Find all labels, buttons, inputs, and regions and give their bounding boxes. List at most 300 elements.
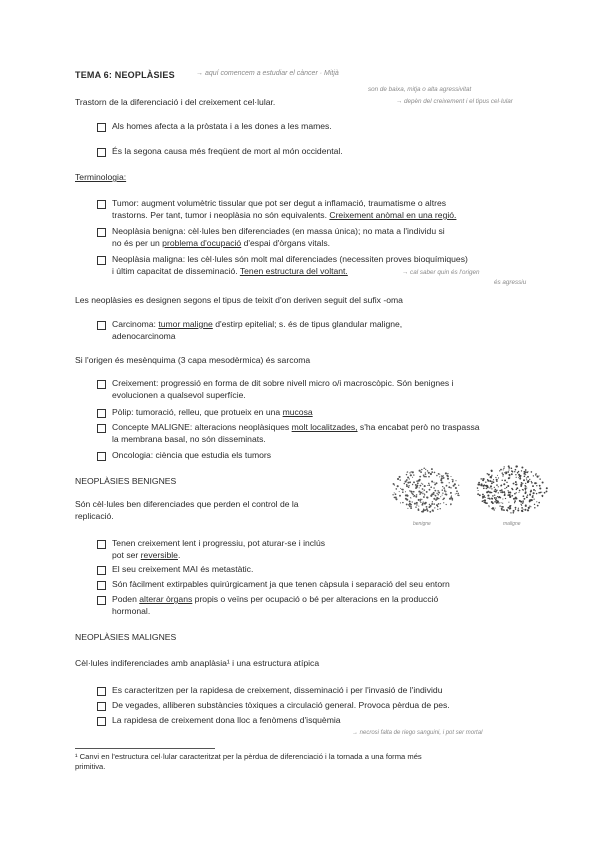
checkbox[interactable] bbox=[97, 566, 106, 575]
cell-dot bbox=[440, 496, 441, 497]
cell-dot bbox=[430, 486, 432, 488]
cell-dot bbox=[501, 502, 502, 503]
cell-dot bbox=[452, 479, 453, 480]
term-text-2: no és per un problema d'ocupació d'espai d'òrgans vitals. bbox=[112, 238, 331, 248]
term-text: les cèl·lules són molt mal diferenciades (necessiten proves bioquímiques) bbox=[187, 254, 468, 264]
cell-dot bbox=[498, 497, 500, 499]
cell-dot bbox=[449, 482, 450, 483]
cell-dot bbox=[445, 494, 447, 496]
cell-dot bbox=[503, 483, 505, 485]
cell-dot bbox=[442, 486, 443, 487]
malignant-tail-note: → necrosi falta de riego sanguini, i pot ser mortal bbox=[352, 730, 483, 736]
cell-dot bbox=[482, 500, 484, 502]
cell-dot bbox=[494, 495, 495, 496]
carcinoma-item bbox=[112, 318, 402, 342]
cell-dot bbox=[488, 474, 490, 476]
term-underline: Creixement anòmal en una regió. bbox=[329, 210, 457, 220]
cell-dot bbox=[504, 472, 505, 473]
cell-dot bbox=[495, 499, 497, 501]
term-key: Neoplàsia maligna: bbox=[112, 254, 186, 264]
cell-dot bbox=[515, 481, 517, 483]
cell-dot bbox=[423, 493, 424, 494]
cell-dot bbox=[515, 509, 516, 510]
cell-dot bbox=[446, 504, 447, 505]
cell-dot bbox=[422, 483, 423, 484]
cell-dot bbox=[419, 476, 421, 478]
cell-dot bbox=[410, 474, 412, 476]
cell-dot bbox=[494, 497, 496, 499]
cell-dot bbox=[452, 481, 454, 483]
cell-dot bbox=[425, 472, 426, 473]
cell-dot bbox=[421, 511, 423, 513]
cell-dot bbox=[411, 493, 413, 495]
cell-dot bbox=[440, 508, 441, 509]
cell-dot bbox=[525, 504, 526, 505]
cell-dot bbox=[484, 478, 485, 479]
cell-dot bbox=[508, 502, 509, 503]
cell-dot bbox=[532, 485, 534, 487]
malignant-cell-cluster-figure bbox=[474, 464, 550, 516]
cell-dot bbox=[437, 494, 438, 495]
cell-dot bbox=[495, 508, 496, 509]
malignant-item: La rapidesa de creixement dona lloc a fenòmens d'isquèmia bbox=[112, 715, 341, 725]
cell-dot bbox=[419, 485, 421, 487]
cell-dot bbox=[501, 506, 503, 508]
footnote-line: ¹ Canvi en l'estructura cel·lular caracteritzat per la pèrdua de diferenciació i la tornada a una forma més bbox=[75, 752, 422, 761]
checkbox[interactable] bbox=[97, 380, 106, 389]
cell-dot bbox=[533, 492, 535, 494]
cell-dot bbox=[485, 481, 486, 482]
cell-dot bbox=[493, 479, 494, 480]
cell-dot bbox=[511, 512, 512, 513]
sarcoma-item bbox=[112, 377, 454, 401]
cell-dot bbox=[504, 466, 505, 467]
cell-dot bbox=[527, 494, 528, 495]
benign-item-line-2: pot ser reversible. bbox=[112, 550, 181, 560]
cell-dot bbox=[420, 500, 421, 501]
benign-item bbox=[112, 537, 325, 561]
cell-dot bbox=[419, 487, 420, 488]
cell-dot bbox=[498, 492, 499, 493]
checkbox[interactable] bbox=[97, 717, 106, 726]
cell-dot bbox=[521, 507, 523, 509]
cell-dot bbox=[422, 491, 423, 492]
cell-dot bbox=[525, 474, 526, 475]
cell-dot bbox=[502, 472, 504, 474]
cell-dot bbox=[501, 508, 503, 510]
cell-dot bbox=[523, 479, 525, 481]
cell-dot bbox=[410, 490, 412, 492]
cell-dot bbox=[453, 485, 455, 487]
cell-dot bbox=[434, 490, 436, 492]
cell-dot bbox=[480, 478, 482, 480]
cell-dot bbox=[399, 495, 401, 497]
cell-dot bbox=[494, 509, 495, 510]
cell-dot bbox=[417, 482, 419, 484]
cell-dot bbox=[509, 477, 510, 478]
cell-dot bbox=[542, 481, 544, 483]
cell-dot bbox=[511, 467, 513, 469]
term-benign bbox=[112, 225, 445, 249]
benign-intro bbox=[75, 498, 299, 522]
checkbox[interactable] bbox=[97, 148, 106, 157]
cell-dot bbox=[412, 477, 413, 478]
cell-dot bbox=[506, 482, 507, 483]
cell-dot bbox=[526, 479, 527, 480]
cell-dot bbox=[409, 503, 411, 505]
cell-dot bbox=[516, 489, 517, 490]
checkbox[interactable] bbox=[97, 581, 106, 590]
cell-dot bbox=[546, 487, 548, 489]
cell-dot bbox=[527, 476, 529, 478]
cell-dot bbox=[520, 504, 521, 505]
cell-dot bbox=[427, 470, 429, 472]
cell-dot bbox=[414, 503, 416, 505]
cell-dot bbox=[537, 505, 539, 507]
cell-dot bbox=[445, 491, 446, 492]
cell-dot bbox=[533, 498, 534, 499]
cell-dot bbox=[513, 512, 515, 514]
cell-dot bbox=[496, 497, 498, 499]
cell-dot bbox=[422, 488, 424, 490]
cell-dot bbox=[439, 476, 440, 477]
cell-dot bbox=[511, 488, 513, 490]
cell-dot bbox=[510, 505, 511, 506]
benign-item-line-2: hormonal. bbox=[112, 606, 151, 616]
cell-dot bbox=[516, 492, 517, 493]
cell-dot bbox=[479, 494, 481, 496]
cell-dot bbox=[535, 474, 537, 476]
cell-dot bbox=[406, 484, 408, 486]
cell-dot bbox=[425, 476, 427, 478]
footnote-line: primitiva. bbox=[75, 762, 106, 771]
benign-item bbox=[112, 593, 438, 617]
cell-dot bbox=[542, 496, 543, 497]
malignant-heading: NEOPLÀSIES MALIGNES bbox=[75, 632, 177, 642]
cell-dot bbox=[495, 491, 497, 493]
cell-dot bbox=[524, 475, 526, 477]
item-underline: molt localitzades, bbox=[291, 422, 358, 432]
cell-dot bbox=[484, 499, 486, 501]
term-underline: problema d'ocupació bbox=[162, 238, 242, 248]
cell-dot bbox=[491, 470, 493, 472]
cell-dot bbox=[523, 498, 525, 500]
cell-dot bbox=[533, 489, 535, 491]
cell-dot bbox=[392, 494, 393, 495]
malignant-note-1: → cal saber quin és l'origen bbox=[402, 269, 480, 276]
cell-dot bbox=[455, 493, 456, 494]
cell-dot bbox=[445, 472, 447, 474]
footnote-divider bbox=[75, 748, 215, 749]
cell-dot bbox=[450, 496, 452, 498]
cell-dot bbox=[429, 489, 431, 491]
term-tumor bbox=[112, 197, 456, 221]
cell-dot bbox=[450, 476, 451, 477]
cell-dot bbox=[509, 474, 511, 476]
cell-dot bbox=[425, 473, 427, 475]
cell-dot bbox=[443, 477, 445, 479]
cell-dot bbox=[440, 479, 442, 481]
cell-dot bbox=[455, 487, 457, 489]
cell-dot bbox=[491, 482, 493, 484]
sarcoma-item: Concepte MALIGNE: alteracions neoplàsiques molt localitzades, s'ha encabat però no traspassa la membrana basal, no són disseminats. bbox=[112, 422, 480, 444]
cell-dot bbox=[532, 496, 534, 498]
cell-dot bbox=[519, 478, 521, 480]
cell-dot bbox=[524, 485, 526, 487]
checkbox[interactable] bbox=[97, 596, 106, 605]
malignant-note-2: és agressiu bbox=[494, 279, 527, 286]
cell-dot bbox=[406, 494, 408, 496]
cell-dot bbox=[489, 487, 490, 488]
cell-dot bbox=[522, 483, 523, 484]
cell-dot bbox=[413, 491, 415, 493]
cell-dot bbox=[510, 512, 511, 513]
checkbox[interactable] bbox=[97, 200, 106, 209]
cell-dot bbox=[498, 486, 499, 487]
cell-dot bbox=[525, 487, 527, 489]
cell-dot bbox=[527, 509, 529, 511]
cell-dot bbox=[487, 495, 489, 497]
cell-dot bbox=[434, 472, 436, 474]
cell-dot bbox=[428, 472, 430, 474]
cell-dot bbox=[546, 490, 548, 492]
cell-dot bbox=[426, 508, 428, 510]
cell-dot bbox=[502, 476, 503, 477]
fact-item: És la segona causa més freqüent de mort al món occidental. bbox=[112, 146, 343, 156]
cell-dot bbox=[442, 493, 443, 494]
cell-dot bbox=[523, 509, 524, 510]
carcinoma-text: d'estirp epitelial; s. és de tipus glandular maligne, bbox=[215, 319, 403, 329]
cell-dot bbox=[529, 499, 531, 501]
cell-dot bbox=[443, 498, 445, 500]
cell-dot bbox=[484, 502, 486, 504]
carcinoma-text-2: adenocarcinoma bbox=[112, 331, 176, 341]
cell-dot bbox=[544, 492, 546, 494]
cell-dot bbox=[437, 490, 438, 491]
cell-dot bbox=[487, 486, 489, 488]
intro-text: Trastorn de la diferenciació i del creixement cel·lular. bbox=[75, 97, 276, 107]
item-text-2: la membrana basal, no són disseminats. bbox=[112, 434, 266, 444]
cell-dot bbox=[516, 487, 518, 489]
cell-dot bbox=[487, 479, 488, 480]
cell-dot bbox=[537, 476, 538, 477]
cell-dot bbox=[440, 503, 441, 504]
cell-dot bbox=[488, 505, 489, 506]
cell-dot bbox=[407, 476, 409, 478]
cell-dot bbox=[509, 508, 510, 509]
cell-dot bbox=[531, 482, 533, 484]
cell-dot bbox=[435, 495, 437, 497]
cell-dot bbox=[421, 504, 423, 506]
side-annotation-2: → depèn del creixement i el tipus cel·lular bbox=[396, 98, 513, 105]
cell-dot bbox=[421, 483, 422, 484]
cell-dot bbox=[503, 468, 504, 469]
cell-dot bbox=[428, 483, 430, 485]
cell-dot bbox=[428, 476, 430, 478]
cell-dot bbox=[530, 490, 532, 492]
cell-dot bbox=[411, 506, 412, 507]
cell-dot bbox=[433, 498, 435, 500]
item-text-2: evolucionen a qualsevol superfície. bbox=[112, 390, 246, 400]
cell-dot bbox=[434, 483, 436, 485]
cell-dot bbox=[399, 491, 400, 492]
cell-dot bbox=[406, 474, 407, 475]
cell-dot bbox=[478, 482, 480, 484]
cell-dot bbox=[406, 499, 408, 501]
cell-dot bbox=[442, 495, 443, 496]
benign-intro-line: replicació. bbox=[75, 511, 114, 521]
cell-dot bbox=[438, 492, 440, 494]
checkbox[interactable] bbox=[97, 409, 106, 418]
cell-dot bbox=[514, 471, 515, 472]
cell-dot bbox=[508, 467, 510, 469]
cell-dot bbox=[514, 493, 516, 495]
cell-dot bbox=[421, 469, 422, 470]
cell-dot bbox=[409, 505, 411, 507]
checkbox[interactable] bbox=[97, 321, 106, 330]
cell-dot bbox=[402, 489, 404, 491]
cell-dot bbox=[400, 502, 401, 503]
cell-dot bbox=[515, 465, 517, 467]
cell-dot bbox=[423, 509, 425, 511]
terminology-heading: Terminologia: bbox=[75, 172, 127, 182]
term-key: Neoplàsia benigna: bbox=[112, 226, 186, 236]
cell-dot bbox=[482, 494, 484, 496]
cell-dot bbox=[413, 474, 414, 475]
carcinoma-underline: tumor maligne bbox=[158, 319, 213, 329]
cell-dot bbox=[410, 497, 411, 498]
cell-dot bbox=[443, 502, 444, 503]
cell-dot bbox=[486, 491, 488, 493]
cell-dot bbox=[412, 501, 413, 502]
cell-dot bbox=[526, 471, 528, 473]
benign-underline: alterar òrgans bbox=[139, 594, 193, 604]
cell-dot bbox=[504, 488, 505, 489]
cell-dot bbox=[420, 499, 421, 500]
cell-dot bbox=[442, 482, 444, 484]
naming-rule: Les neoplàsies es designen segons el tipus de teixit d'on deriven seguit del sufix -oma bbox=[75, 295, 403, 305]
checkbox[interactable] bbox=[97, 540, 106, 549]
cell-dot bbox=[494, 487, 495, 488]
cell-dot bbox=[521, 470, 522, 471]
cell-dot bbox=[526, 487, 527, 488]
cell-dot bbox=[406, 479, 408, 481]
cell-dot bbox=[520, 484, 522, 486]
cell-dot bbox=[525, 469, 527, 471]
checkbox[interactable] bbox=[97, 452, 106, 461]
cell-dot bbox=[477, 488, 478, 489]
cell-dot bbox=[514, 498, 516, 500]
benign-intro-line: Són cèl·lules ben diferenciades que perden el control de la bbox=[75, 499, 299, 509]
cell-dot bbox=[534, 507, 536, 509]
cell-dot bbox=[508, 492, 510, 494]
cell-dot bbox=[520, 477, 521, 478]
cell-dot bbox=[405, 491, 406, 492]
cell-dot bbox=[436, 504, 438, 506]
cell-dot bbox=[416, 502, 418, 504]
cell-dot bbox=[395, 488, 397, 490]
cell-dot bbox=[420, 502, 421, 503]
checkbox[interactable] bbox=[97, 228, 106, 237]
cell-dot bbox=[412, 471, 414, 473]
cell-dot bbox=[395, 493, 397, 495]
term-underline: Tenen estructura del voltant. bbox=[239, 266, 348, 276]
cell-dot bbox=[486, 502, 488, 504]
cell-dot bbox=[510, 492, 512, 494]
cell-dot bbox=[500, 469, 502, 471]
cell-dot bbox=[432, 481, 433, 482]
cell-dot bbox=[515, 507, 517, 509]
cell-dot bbox=[451, 495, 452, 496]
cell-dot bbox=[517, 472, 519, 474]
cell-dot bbox=[423, 502, 424, 503]
cell-dot bbox=[533, 475, 534, 476]
cell-dot bbox=[450, 503, 452, 505]
cell-dot bbox=[458, 485, 459, 486]
cell-dot bbox=[450, 487, 451, 488]
item-key: Creixement: bbox=[112, 378, 159, 388]
cell-dot bbox=[484, 495, 485, 496]
side-annotation-1: son de baixa, mitja o alta agressivitat bbox=[368, 86, 472, 93]
benign-underline: reversible bbox=[140, 550, 178, 560]
cell-dot bbox=[431, 471, 433, 473]
cell-dot bbox=[538, 492, 540, 494]
checkbox[interactable] bbox=[97, 687, 106, 696]
cell-dot bbox=[519, 500, 521, 502]
item-underline: mucosa bbox=[282, 407, 313, 417]
cell-dot bbox=[536, 493, 537, 494]
cell-dot bbox=[502, 498, 503, 499]
cell-dot bbox=[505, 471, 507, 473]
cell-dot bbox=[507, 507, 509, 509]
cell-dot bbox=[531, 481, 532, 482]
checkbox[interactable] bbox=[97, 123, 106, 132]
cell-dot bbox=[413, 481, 415, 483]
cell-dot bbox=[491, 488, 492, 489]
cell-dot bbox=[395, 497, 397, 499]
cell-dot bbox=[500, 492, 501, 493]
cell-dot bbox=[511, 470, 513, 472]
cell-dot bbox=[525, 491, 527, 493]
cell-dot bbox=[480, 484, 482, 486]
cell-dot bbox=[508, 470, 509, 471]
cell-dot bbox=[491, 481, 492, 482]
cell-dot bbox=[415, 506, 417, 508]
checkbox[interactable] bbox=[97, 256, 106, 265]
cell-dot bbox=[420, 471, 422, 473]
cell-dot bbox=[485, 485, 486, 486]
cell-dot bbox=[438, 490, 439, 491]
checkbox[interactable] bbox=[97, 424, 106, 433]
cell-dot bbox=[404, 483, 406, 485]
cell-dot bbox=[496, 479, 498, 481]
fact-item: Als homes afecta a la pròstata i a les dones a les mames. bbox=[112, 121, 332, 131]
cell-dot bbox=[528, 508, 529, 509]
malignant-item: Es caracteritzen per la rapidesa de creixement, disseminació i per l'invasió de l'individu bbox=[112, 685, 443, 695]
cell-dot bbox=[513, 510, 515, 512]
cell-dot bbox=[515, 469, 517, 471]
cell-dot bbox=[522, 503, 523, 504]
cell-dot bbox=[430, 505, 432, 507]
checkbox[interactable] bbox=[97, 702, 106, 711]
item-key: Oncologia: bbox=[112, 450, 154, 460]
cell-dot bbox=[482, 485, 484, 487]
cell-dot bbox=[538, 475, 539, 476]
item-text: ciència que estudia els tumors bbox=[155, 450, 272, 460]
cell-dot bbox=[503, 491, 505, 493]
cell-dot bbox=[491, 501, 493, 503]
cell-dot bbox=[518, 492, 519, 493]
